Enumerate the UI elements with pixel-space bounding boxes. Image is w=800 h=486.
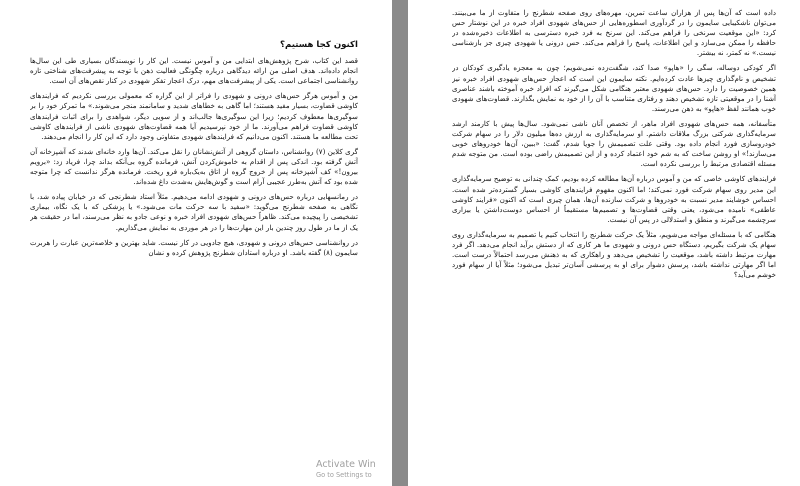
left-text-column	[30, 40, 358, 486]
paragraph: قصد این کتاب، شرح پژوهش‌های ابتدایی من و آموس نیست. این کار را نویسندگان بسیاری طی این سال‌ها انجام داده‌اند. هدف اصلی من ارائه دیدگاهی درباره چگونگی فعالیت ذهن با توجه به پیشرفت‌های شناختی تازه روانشناسی اجتماعی است. یکی از پیشرفت‌های مهم، درک اعجاز تفکر شهودی در کنار نقص‌های آن است.	[30, 56, 358, 86]
paragraph: فرایندهای کاوشی خاصی که من و آموس درباره آن‌ها مطالعه کرده بودیم، کمک چندانی به توضیح سرمایه‌گذاری این مدیر روی سهام شرکت فورد نمی‌کند؛ اما اکنون مفهوم فرایندهای کاوشی بسیار گسترده‌تر شده است. احساس خوشایند مدیر نسبت به خودروها و شرکت سازنده آن‌ها، همان چیزی است که اکنون «فرایند کاوشی عاطفی» نامیده می‌شود، یعنی وقتی قضاوت‌ها و تصمیم‌ها مستقیماً از احساس دوست‌داشتن یا بیزاری سرچشمه می‌گیرند و منطق و استدلالی در پس آن نیست.	[452, 174, 776, 224]
watermark-title: Activate Win	[316, 459, 376, 470]
paragraph: متأسفانه، همه حس‌های شهودی افراد ماهر، از تخصص آنان ناشی نمی‌شود. سال‌ها پیش با کارمند ارشد سرمایه‌گذاری شرکتی بزرگ ملاقات داشتم. او سرمایه‌گذاری به ارزش ده‌ها میلیون دلار را در سهام شرکت خودروسازی فورد انجام داده بود. وقتی علت تصمیمش را جویا شدم، گفت: «ببین، آن‌ها خودروهای خوبی می‌سازند!» او روشن ساخت که به شم خود اعتماد کرده و از این تصمیمش راضی بوده است. من متوجه شدم مسئله اقتصادی مرتبط را بررسی نکرده است.	[452, 118, 776, 169]
watermark-subtitle: Go to Settings to	[316, 471, 372, 479]
paragraph: گری کلاین (۷) روانشناس، داستان گروهی از آتش‌نشانان را نقل می‌کند. آن‌ها وارد خانه‌ای شدند که آشپزخانه آن آتش گرفته بود. اندکی پس از اقدام به خاموش‌کردن آتش، فرمانده گروه بی‌آنکه بداند چرا، فریاد زد: «برویم بیرون!» کف آشپزخانه پس از خروج گروه از اتاق به‌یک‌باره فرو ریخت. فرمانده هرگز ندانست که چرا متوجه شده بود که آتش به‌طرز عجیبی آرام است و گوش‌هایش به‌شدت داغ شده‌اند.	[30, 146, 358, 187]
activation-watermark	[316, 460, 406, 480]
right-text-column	[452, 8, 776, 486]
paragraph: من و آموس هرگز حس‌های درونی و شهودی را فراتر از این گزاره که معمولی بررسی نکردیم که فرایندهای کاوشی قضاوت، بسیار مفید هستند؛ اما گاهی به خطاهای شدید و سامانمند منجر می‌شوند.» ما تمرکز خود را بر سوگیری‌ها معطوف کردیم؛ زیرا این سوگیری‌ها جالب‌اند و از سویی دیگر، شواهدی را برای اثبات فرایندهای کاوشی قضاوت فراهم می‌آورند. ما از خود نپرسیدیم آیا همه قضاوت‌های شهودی ناشی از فرایندهای کاوشی تحت مطالعه ما هستند. اکنون می‌دانیم که فرایندهای شهودی متفاوتی وجود دارد که این کار را انجام می‌دهند.	[30, 91, 358, 141]
section-heading: اکنون کجا هستیم؟	[279, 40, 358, 50]
right-page	[408, 0, 800, 486]
paragraph: هنگامی که با مسئله‌ای مواجه می‌شویم، مثلاً یک حرکت شطرنج را انتخاب کنیم یا تصمیم به سرمایه‌گذاری روی سهام یک شرکت بگیریم، دستگاه حس درونی و شهودی ما هر کاری که از دستش برآید انجام می‌دهد. اگر فرد مهارت مرتبط داشته باشد، موقعیت را تشخیص می‌دهد و راهکاری که به ذهنش می‌رسد احتمالاً درست است. اما اگر مهارتی نداشته باشد، پرسش دشوار برای او به پرسشی آسان‌تر تبدیل می‌شود؛ مثلاً آیا از سهام فورد خوشم می‌آید؟	[452, 229, 776, 280]
paragraph: داده است که آن‌ها پس از هزاران ساعت تمرین، مهره‌های روی صفحه شطرنج را متفاوت از ما می‌بینند. می‌توان ناشکیبایی سایمون را در گردآوری اسطوره‌هایی از حس‌های شهودی افراد خبره در این نوشتار حس کرد: «این موقعیت سرنخی را فراهم می‌کند. این سرنخ به فرد خبره دسترسی به اطلاعات ذخیره‌شده در حافظه را ممکن می‌سازد و این اطلاعات، پاسخ را فراهم می‌کند. حس درونی یا شهودی چیزی جز بازشناسی نیست.» نه کمتر، نه بیشتر.	[452, 8, 776, 58]
paragraph: اگر کودکی دوساله، سگی را «هاپو» صدا کند، شگفت‌زده نمی‌شویم؛ چون به معجزه یادگیری کودکان در تشخیص و نام‌گذاری چیزها عادت کرده‌ایم. نکته سایمون این است که اعجاز حس‌های شهودی افراد خبره نیز همین خصوصیت را دارد. حس‌های شهودی معتبر هنگامی شکل می‌گیرند که افراد خبره آموخته باشند عناصری آشنا را در موقعیتی تازه تشخیص دهند و رفتاری متناسب با آن را از خود به نمایش بگذارند. قضاوت‌های شهودی خوب همانند لفظ «هاپو» به ذهن می‌رسند.	[452, 63, 776, 113]
paragraph: در رمانسهایی درباره حس‌های درونی و شهودی ادامه می‌دهیم. مثلاً استاد شطرنجی که در خیابان پیاده شد، با نگاهی به صفحه شطرنج می‌گوید: «سفید با سه حرکت مات می‌شود.» یا پزشکی که با یک نگاه، بیماری تشخیصی را پیچیده می‌کند. ظاهراً حس‌های شهودی افراد خبره و نوعی جادو به نظر می‌رسند، اما در حقیقت هر یک از ما در طول روز چندین بار این مهارت‌ها را در هر موردی به نمایش می‌گذاریم.	[30, 192, 358, 232]
paragraph: در روانشناسی حس‌های درونی و شهودی، هیچ جادویی در کار نیست. شاید بهترین و خلاصه‌ترین عبارت را هربرت سایمون (۸) گفته باشد. او درباره استادان شطرنج پژوهش کرده و نشان	[30, 237, 358, 257]
left-page	[0, 0, 392, 486]
